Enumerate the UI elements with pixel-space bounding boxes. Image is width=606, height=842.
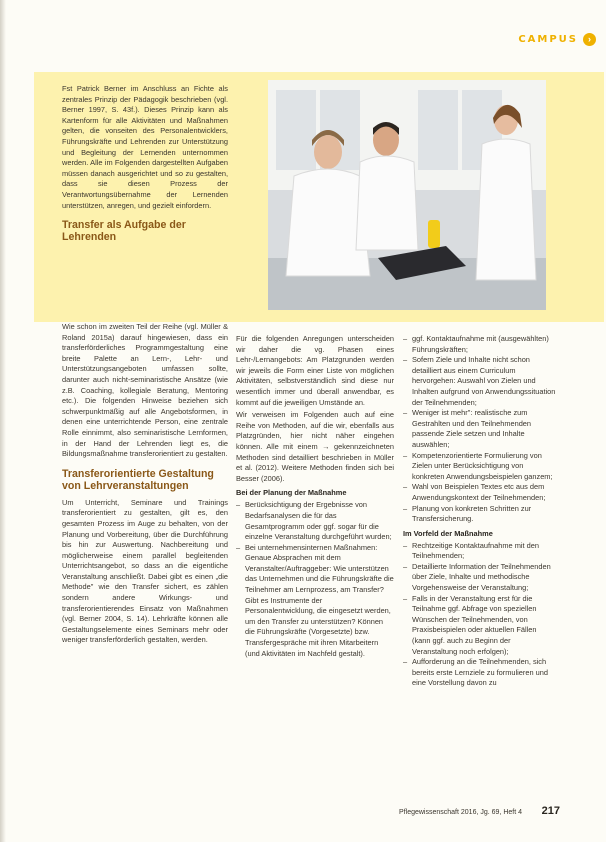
list-item: – Weniger ist mehr": realistische zum Gestrahlten und den Teilnehmenden passende Ziele setzen und Inhalte auswählen; bbox=[403, 408, 557, 450]
page-footer bbox=[380, 805, 580, 821]
column-3 bbox=[403, 334, 557, 689]
list-item: – Berücksichtigung der Ergebnisse von Bedarfsanalysen die für das Gesamtprogramm oder ggf. sogar für die einzelne Veranstaltung durchgeführt wurden; bbox=[236, 500, 394, 542]
section-label: CAMPUS bbox=[518, 34, 578, 45]
bullet-list bbox=[236, 500, 394, 659]
list-item: – Aufforderung an die Teilnehmenden, sich bereits erste Lernziele zu formulieren und eine Vorstellung davon zu bbox=[403, 657, 557, 689]
column-2 bbox=[236, 334, 394, 659]
section-header bbox=[466, 28, 606, 52]
classroom-photo bbox=[268, 80, 546, 310]
list-item: – Falls in der Veranstaltung erst für die Teilnahme ggf. Abfrage von speziellen Wünschen der Teilnehmenden, von Praxisbeispielen oder aktuellen Fällen (kann ggf. auch zu Beginn der Veranstaltung noch erfolgen); bbox=[403, 594, 557, 658]
list-item: – Sofern Ziele und Inhalte nicht schon detailliert aus einem Curriculum hervorgehen: Auswahl von Zielen und Inhalten aufgrund von Anwendungssituation der Teilnehmenden; bbox=[403, 355, 557, 408]
section-heading: Transferorientierte Gestaltung von Lehrveranstaltungen bbox=[62, 467, 214, 492]
paragraph: Für die folgenden Anregungen unterscheiden wir daher die vg. Phasen eines Lehr-/Lernangebots: Am Platzgrunden werden wir jeweils die Form einer Liste von möglichen Aktivitäten, selbstverständlich sind diese nur wesentlich immer und überall anwendbar, es kommt auf die jeweiligen Umstände an. bbox=[236, 334, 394, 407]
paragraph: Um Unterricht, Seminare und Trainings transferorientiert zu gestalten, gilt es, den gesamten Prozess im Auge zu behalten, von der Planung und Vorbereitung, über die Durchführung bis hin zur Auswertung. Nachbereitung und möglicherweise einem parallel begleitenden Unterrichtsangebot, so dass an die eigentliche Veranstaltung anschließt. Dabei gibt es einen „die Methode" wie den Transfer sichert, es zählen sondern andere Wirkungs- und transferorientierendes Einsatz von Maßnahmen (vgl. Berner 2004, S. 14). Lehrkräfte können alle Gestaltungselemente eines Seminars mehr oder weniger transferförderlich gestalten, werden. bbox=[62, 497, 228, 645]
subsection-heading: Bei der Planung der Maßnahme bbox=[236, 488, 347, 498]
paragraph: Fst Patrick Berner im Anschluss an Fichte als zentrales Prinzip der Pädagogik beschrieben (vgl. Berner 1997, S. 43f.). Dieses Prinzip kann als Kartenform für alle Aktivitäten und Maßnahmen gelten, die vonseiten des Personalentwicklers, Führungskräfte und Lehrenden zur Unterstützung und Begleitung der Lernenden unternommen werden. Alle im Folgenden dargestellten Aufgaben müssen danach ausgerichtet und so zu gestalten, dass sie diesen Prozess der Verantwortungsübernahme der Lernenden unterstützen, anregen, und gezielt einfordern. bbox=[62, 84, 228, 210]
subsection-heading: Im Vorfeld der Maßnahme bbox=[403, 528, 493, 538]
list-item: – Detaillierte Information der Teilnehmenden über Ziele, Inhalte und methodische Vorgehensweise der Veranstaltung; bbox=[403, 562, 557, 594]
list-item: – Planung von konkreten Schritten zur Transfersicherung. bbox=[403, 504, 557, 525]
column-1-bottom bbox=[62, 322, 228, 648]
paragraph: Wie schon im zweiten Teil der Reihe (vgl. Müller & Roland 2015a) darauf hingewiesen, dass ein transferförderliches Programmgestaltung eine breite Palette an Lern-, Lehr- und Unterstützungsangeboten umfassen sollte, darunter auch nicht-seminaristische Ansätze (wie z.B. Coaching, kollegiale Beratung, Mentoring etc.). Die folgenden Hinweise beziehen sich schwerpunktmäßig auf alle Angebotsformen, in denen eine unterrichtende Person, eine zentrale Rolle einnimmt, also seminaristische Lernformen, in der Hand der Lehrenden liegt es, die Bildungsmaßnahme transferorientiert zu gestalten. bbox=[62, 322, 228, 459]
bullet-list bbox=[403, 541, 557, 689]
list-item: – ggf. Kontaktaufnahme mit (ausgewählten) Führungskräften; bbox=[403, 334, 557, 355]
list-item: – Wahl von Beispielen Textes etc aus dem Anwendungskontext der Teilnehmenden; bbox=[403, 482, 557, 503]
list-item: – Bei unternehmensinternen Maßnahmen: Genaue Absprachen mit dem Veranstalter/Auftraggeber: Wie unterstützen das Unternehmen und die Führungskräfte die Teilnehmer am Lernprozess, am Transfer? Gibt es Instrumente der Personalentwicklung, die eingesetzt werden, um den Transfer zu unterstützen? Können die Führungskräfte (Vorgesetzte) bzw. Transfergespräche mit ihren Mitarbeitern (und Aktivitäten im Nachfeld gestalt). bbox=[236, 543, 394, 660]
page-number: 217 bbox=[541, 805, 560, 817]
column-1-top bbox=[62, 84, 228, 249]
paragraph: Wir verweisen im Folgenden auch auf eine Reihe von Methoden, auf die wir, ebenfalls aus Platzgründen, hier nicht näher eingehen können. Alle mit einem → gekennzeichneten Methoden sind detailliert beschrieben in Müller et al. (2012). Weitere Methoden finden sich bei Besser (2006). bbox=[236, 410, 394, 483]
section-heading: Transfer als Aufgabe der Lehrenden bbox=[62, 219, 186, 244]
list-item: – Rechtzeitige Kontaktaufnahme mit den Teilnehmenden; bbox=[403, 541, 557, 562]
list-item: – Kompetenzorientierte Formulierung von Zielen unter Berücksichtigung von konkreten Anwendungsbeispielen ganzem; bbox=[403, 451, 557, 483]
bullet-list bbox=[403, 334, 557, 525]
journal-citation: Pflegewissenschaft 2016, Jg. 69, Heft 4 bbox=[399, 809, 522, 816]
page-edge-shadow bbox=[0, 0, 6, 842]
chevron-right-icon: › bbox=[583, 33, 596, 46]
